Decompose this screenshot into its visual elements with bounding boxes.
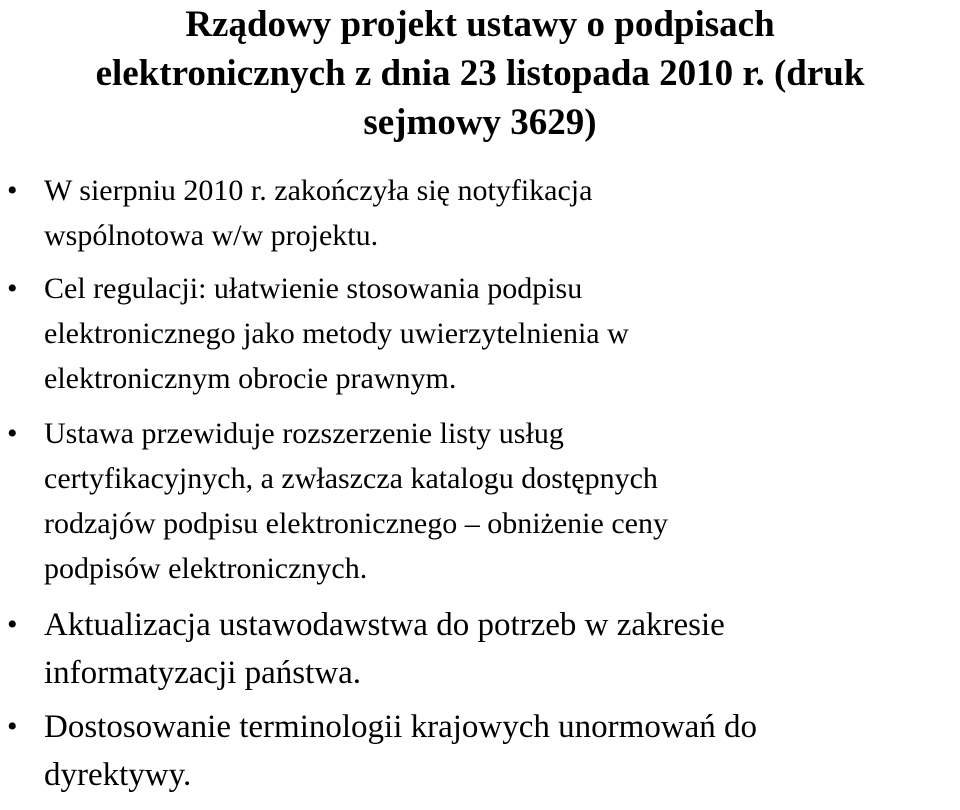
bullet-marker-icon: • (7, 174, 18, 207)
slide-title (0, 0, 960, 147)
title-line: Rządowy projekt ustawy o podpisach (185, 4, 775, 45)
bullet-text-line: Aktualizacja ustawodawstwa do potrzeb w zakresie (44, 607, 725, 643)
bullet-text-line: podpisów elektronicznych. (44, 552, 368, 585)
bullet-item (0, 703, 960, 799)
bullet-text-line: dyrektywy. (44, 757, 192, 793)
bullet-marker-icon: • (7, 608, 18, 641)
bullet-item (0, 168, 960, 258)
bullet-text-line: elektronicznym obrocie prawnym. (44, 362, 457, 395)
bullet-text-line: W sierpniu 2010 r. zakończyła się notyfikacja (44, 174, 593, 207)
bullet-item (0, 266, 960, 401)
bullet-text-line: rodzajów podpisu elektronicznego – obniżenie ceny (44, 507, 668, 540)
bullet-marker-icon: • (7, 272, 18, 305)
title-line: elektronicznych z dnia 23 listopada 2010 r. (druk (95, 53, 865, 94)
bullet-text-line: Ustawa przewiduje rozszerzenie listy usług (44, 417, 564, 450)
title-line: sejmowy 3629) (363, 102, 597, 143)
bullet-text-line: Dostosowanie terminologii krajowych unormowań do (44, 709, 758, 745)
bullet-text-line: elektronicznego jako metody uwierzytelnienia w (44, 317, 629, 350)
bullet-text-line: Cel regulacji: ułatwienie stosowania podpisu (44, 272, 583, 305)
bullet-item (0, 601, 960, 697)
bullet-marker-icon: • (7, 710, 18, 743)
bullet-marker-icon: • (7, 417, 18, 450)
bullet-list (0, 168, 960, 799)
bullet-text-line: informatyzacji państwa. (44, 655, 362, 691)
bullet-text-line: certyfikacyjnych, a zwłaszcza katalogu dostępnych (44, 462, 658, 495)
bullet-item (0, 411, 960, 591)
bullet-text-line: wspólnotowa w/w projektu. (44, 219, 379, 252)
